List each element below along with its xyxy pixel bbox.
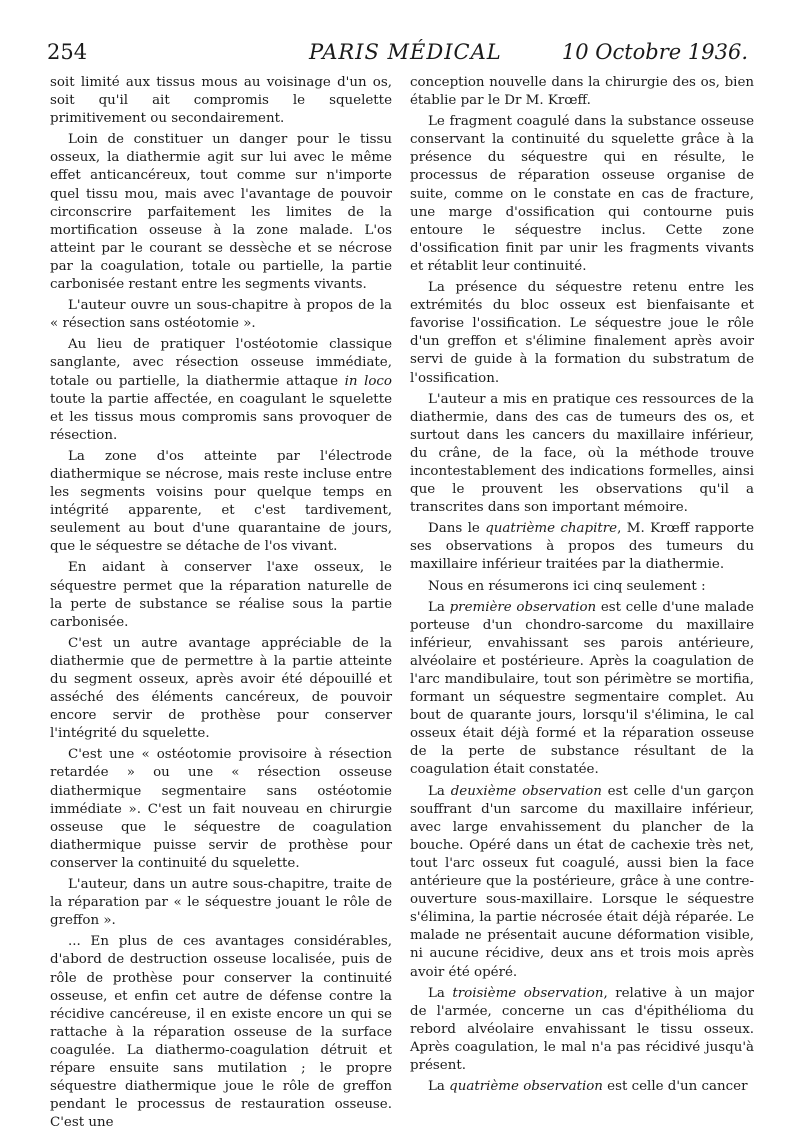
paragraph: La quatrième observation est celle d'un cancer [428, 1079, 748, 1095]
paragraph: L'auteur a mis en pratique ces ressources de la diathermie, dans des cas de tumeurs des os, et surtout dans les cancers du maxillaire inférieur, du crâne, de la face, où la méthode trouve incontestablement des indications formelles, ainsi que le prouvent les observations qu'il a transcrites dans son important mémoire. [410, 391, 754, 516]
paragraph: C'est un autre avantage appréciable de la diathermie que de permettre à la partie atteinte du segment osseux, après avoir été dépouillé et asséché des éléments cancéreux, de pouvoir encore servir de prothèse pour conserver l'intégrité du squelette. [50, 635, 392, 742]
paragraph: La troisième observation, relative à un major de l'armée, concerne un cas d'épithélioma du rebord alvéolaire envahissant le tissu osseux. Après coagulation, le mal n'a pas récidivé jusqu'à présent. [410, 985, 754, 1073]
paragraph: L'auteur, dans un autre sous-chapitre, traite de la réparation par « le séquestre jouant le rôle de greffon ». [50, 877, 392, 929]
journal-title: PARIS MÉDICAL [309, 40, 502, 64]
issue-date: 10 Octobre 1936. [561, 40, 748, 64]
paragraph: conception nouvelle dans la chirurgie des os, bien établie par le Dr M. Krœff. [410, 75, 754, 109]
paragraph: La deuxième observation est celle d'un garçon souffrant d'un sarcome du maxillaire inférieur, avec large envahissement du plancher de la bouche. Opéré dans un état de cachexie très net, tout l'arc osseux fut coagulé, aussi bien la face antérieure que la postérieure, grâce à une contre-ouverture sous-maxillaire. Lorsque le séquestre s'élimina, la partie nécrosée était déjà réparée. Le malade ne présentait aucune déformation visible, ni aucune récidive, deux ans et trois mois après avoir été opéré. [410, 783, 754, 980]
paragraph: Dans le quatrième chapitre, M. Krœff rapporte ses observations à propos des tumeurs du maxillaire inférieur traitées par la diathermie. [410, 521, 755, 573]
paragraph: Loin de constituer un danger pour le tissu osseux, la diathermie agit sur lui avec le même effet anticancéreux, tout comme sur n'importe quel tissu mou, mais avec l'avantage de pouvoir circonscrire parfaitement les limites de la mortification osseuse à la zone malade. L'os atteint par le courant se dessèche et se nécrose par la coagulation, totale ou partielle, la partie carbonisée restant entre les segments vivants. [50, 132, 392, 293]
paragraph: Au lieu de pratiquer l'ostéotomie classique sanglante, avec résection osseuse immédiate, totale ou partielle, la diathermie attaque in loco toute la partie affectée, en coagulant le squelette et les tissus mous compromis sans provoquer de résection. [50, 337, 392, 443]
paragraph: La présence du séquestre retenu entre les extrémités du bloc osseux est bienfaisante et favorise l'ossification. Le séquestre joue le rôle d'un greffon et s'élimine finalement après avoir servi de guide à la formation du substratum de l'ossification. [410, 280, 754, 386]
paragraph: La zone d'os atteinte par l'électrode diathermique se nécrose, mais reste incluse entre les segments voisins pour quelque temps en intégrité apparente, et c'est tardivement, seulement au bout d'une quarantaine de jours, que le séquestre se détache de l'os vivant. [50, 448, 392, 555]
left-column [50, 74, 392, 1135]
paragraph: C'est une « ostéotomie provisoire à résection retardée » ou une « résection osseuse diathermique segmentaire sans ostéotomie immédiate ». C'est un fait nouveau en chirurgie osseuse que le séquestre de coagulation diathermique puisse servir de prothèse pour conserver la continuité du squelette. [50, 747, 392, 871]
paragraph: L'auteur ouvre un sous-chapitre à propos de la « résection sans ostéotomie ». [50, 298, 392, 332]
paragraph: soit limité aux tissus mous au voisinage d'un os, soit qu'il ait compromis le squelette primitivement ou secondairement. [50, 75, 392, 127]
paragraph: Le fragment coagulé dans la substance osseuse conservant la continuité du squelette grâce à la présence du séquestre qui en résulte, le processus de réparation osseuse organise de suite, comme on le constate en cas de fracture, une marge d'ossification qui contourne puis entoure le séquestre inclus. Cette zone d'ossification finit par unir les fragments vivants et rétablit leur continuité. [410, 114, 754, 274]
paragraph: En aidant à conserver l'axe osseux, le séquestre permet que la réparation naturelle de la perte de substance se réalise sous la partie carbonisée. [50, 560, 392, 630]
page-number: 254 [47, 40, 88, 64]
paragraph: Nous en résumerons ici cinq seulement : [428, 578, 706, 594]
right-column [410, 74, 754, 1099]
running-header [47, 40, 748, 70]
paragraph: La première observation est celle d'une malade porteuse d'un chondro-sarcome du maxillaire inférieur, envahissant ses parois antérieure, alvéolaire et postérieure. Après la coagulation de l'arc mandibulaire, tout son périmètre se mortifia, formant un séquestre segmentaire complet. Au bout de quarante jours, lorsqu'il s'élimina, le cal osseux était déjà formé et la réparation osseuse de la perte de substance résultant de la coagulation était constatée. [410, 599, 754, 778]
paragraph: ... En plus de ces avantages considérables, d'abord de destruction osseuse localisée, puis de rôle de prothèse pour conserver la continuité osseuse, et enfin cet autre de défense contre la récidive cancéreuse, il en existe encore un qui se rattache à la réparation osseuse de la surface coagulée. La diathermo-coagulation détruit et répare ensuite sans mutilation ; le propre séquestre diathermique joue le rôle de greffon pendant le processus de restauration osseuse. C'est une [50, 934, 392, 1131]
